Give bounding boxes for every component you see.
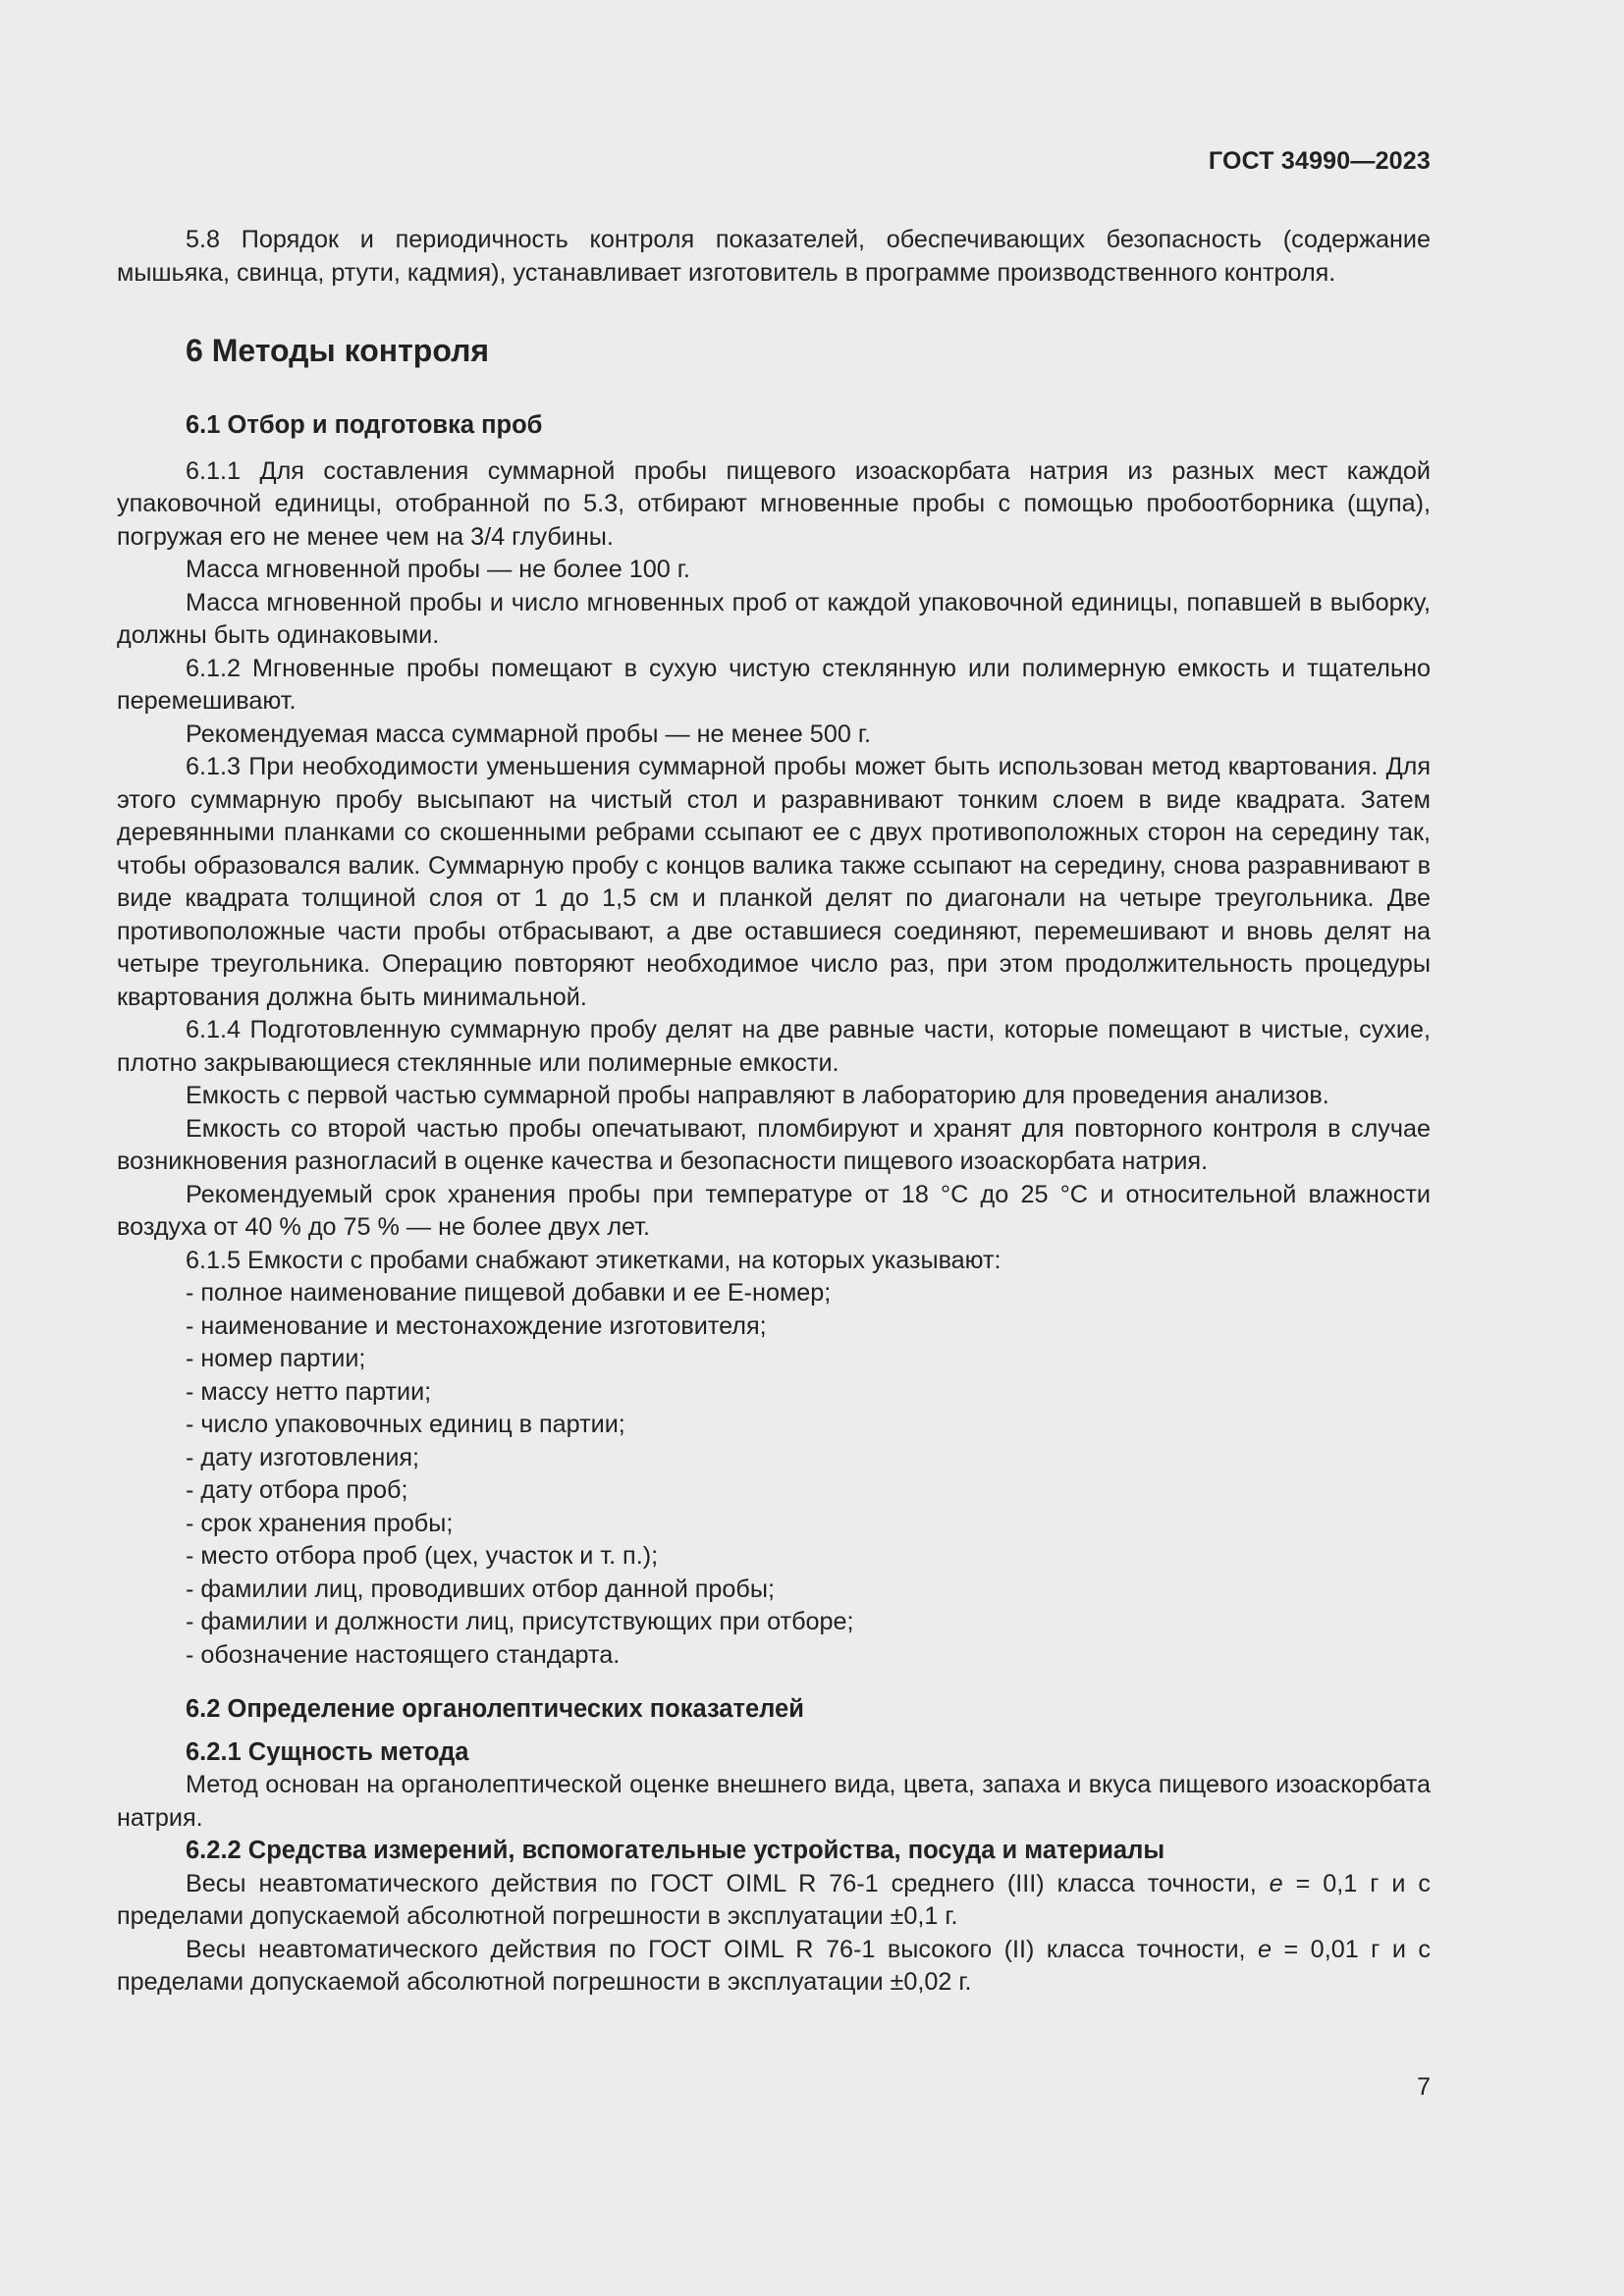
paragraph-scale-medium: Весы неавтоматического действия по ГОСТ OIML R 76-1 среднего (III) класса точности, e = 0,1 г и с пределами допускаемой абсолютной погрешности в эксплуатации ±0,1 г. bbox=[117, 1869, 1431, 1930]
list-item: - полное наименование пищевой добавки и ее Е-номер; bbox=[186, 1279, 832, 1307]
verification-interval-symbol: e bbox=[1269, 1869, 1283, 1897]
clause-5-8: 5.8 Порядок и периодичность контроля показателей, обеспечивающих безопасность (содержание мышьяка, свинца, ртути, кадмия), устанавливает изготовитель в программе производственного контроля. bbox=[117, 226, 1431, 287]
list-item: - наименование и местонахождение изготовителя; bbox=[186, 1311, 767, 1340]
list-item: - фамилии и должности лиц, присутствующих при отборе; bbox=[186, 1608, 854, 1635]
page-content bbox=[117, 224, 1431, 2000]
clause-6-1-1: 6.1.1 Для составления суммарной пробы пищевого изоаскорбата натрия из разных мест каждой упаковочной единицы, отобранной по 5.3, отбирают мгновенные пробы с помощью пробоотборника (щупа), погружая его не менее чем на 3/4 глубины. bbox=[117, 456, 1431, 551]
paragraph-storage-term: Рекомендуемый срок хранения пробы при температуре от 18 °C до 25 °C и относительной влажности воздуха от 40 % до 75 % — не более двух лет. bbox=[117, 1180, 1431, 1241]
list-item: - число упаковочных единиц в партии; bbox=[186, 1411, 625, 1438]
paragraph-scale-high: Весы неавтоматического действия по ГОСТ OIML R 76-1 высокого (II) класса точности, e = 0,01 г и с пределами допускаемой абсолютной погрешности в эксплуатации ±0,02 г. bbox=[117, 1935, 1431, 1996]
clause-6-1-5: 6.1.5 Емкости с пробами снабжают этикетками, на которых указывают: bbox=[186, 1246, 1001, 1274]
paragraph-sample-mass: Масса мгновенной пробы — не более 100 г. bbox=[186, 556, 690, 583]
paragraph-recommended-mass: Рекомендуемая масса суммарной пробы — не менее 500 г. bbox=[186, 720, 871, 748]
paragraph-second-part: Емкость со второй частью пробы опечатывают, пломбируют и хранят для повторного контроля в случае возникновения разногласий в оценке качества и безопасности пищевого изоаскорбата натрия. bbox=[117, 1114, 1431, 1175]
section-6-1-title: 6.1 Отбор и подготовка проб bbox=[186, 411, 543, 439]
section-6-title: 6 Методы контроля bbox=[186, 333, 490, 368]
standard-code-header: ГОСТ 34990—2023 bbox=[1208, 147, 1431, 175]
paragraph-method-essence: Метод основан на органолептической оценке внешнего вида, цвета, запаха и вкуса пищевого изоаскорбата натрия. bbox=[117, 1771, 1431, 1832]
section-6-2-2-title: 6.2.2 Средства измерений, вспомогательные устройства, посуда и материалы bbox=[186, 1837, 1165, 1864]
label-items-list bbox=[117, 1277, 1431, 1672]
list-item: - дату отбора проб; bbox=[186, 1476, 408, 1504]
paragraph-sample-uniformity: Масса мгновенной пробы и число мгновенных проб от каждой упаковочной единицы, попавшей в выборку, должны быть одинаковыми. bbox=[117, 588, 1431, 649]
list-item: - массу нетто партии; bbox=[186, 1377, 432, 1406]
list-item: - фамилии лиц, проводивших отбор данной пробы; bbox=[186, 1575, 775, 1603]
list-item: - обозначение настоящего стандарта. bbox=[186, 1640, 621, 1669]
paragraph-first-part: Емкость с первой частью суммарной пробы направляют в лабораторию для проведения анализов. bbox=[186, 1082, 1329, 1109]
verification-interval-symbol: e bbox=[1258, 1935, 1272, 1963]
list-item: - дату изготовления; bbox=[186, 1443, 420, 1471]
clause-6-1-2: 6.1.2 Мгновенные пробы помещают в сухую чистую стеклянную или полимерную емкость и тщательно перемешивают. bbox=[117, 654, 1431, 715]
clause-6-1-3: 6.1.3 При необходимости уменьшения суммарной пробы может быть использован метод квартования. Для этого суммарную пробу высыпают на чистый стол и разравнивают тонким слоем в виде квадрата. Затем деревянными планками со скошенными ребрами ссыпают ее с двух противоположных сторон на середину так, чтобы образовался валик. Суммарную пробу с концов валика также ссыпают на середину, снова разравнивают в виде квадрата толщиной слоя от 1 до 1,5 см и планкой делят по диагонали на четыре треугольника. Две противоположные части пробы отбрасывают, а две оставшиеся соединяют, перемешивают и вновь делят на четыре треугольника. Операцию повторяют необходимое число раз, при этом продолжительность процедуры квартования должна быть минимальной. bbox=[117, 753, 1431, 1011]
section-6-2-1-title: 6.2.1 Сущность метода bbox=[186, 1737, 469, 1766]
list-item: - срок хранения пробы; bbox=[186, 1509, 454, 1537]
section-6-2-title: 6.2 Определение органолептических показателей bbox=[186, 1695, 804, 1723]
list-item: - место отбора проб (цех, участок и т. п.); bbox=[186, 1542, 659, 1570]
list-item: - номер партии; bbox=[186, 1345, 366, 1372]
page-number: 7 bbox=[1417, 2073, 1431, 2101]
clause-6-1-4: 6.1.4 Подготовленную суммарную пробу делят на две равные части, которые помещают в чистые, сухие, плотно закрывающиеся стеклянные или полимерные емкости. bbox=[117, 1016, 1431, 1077]
